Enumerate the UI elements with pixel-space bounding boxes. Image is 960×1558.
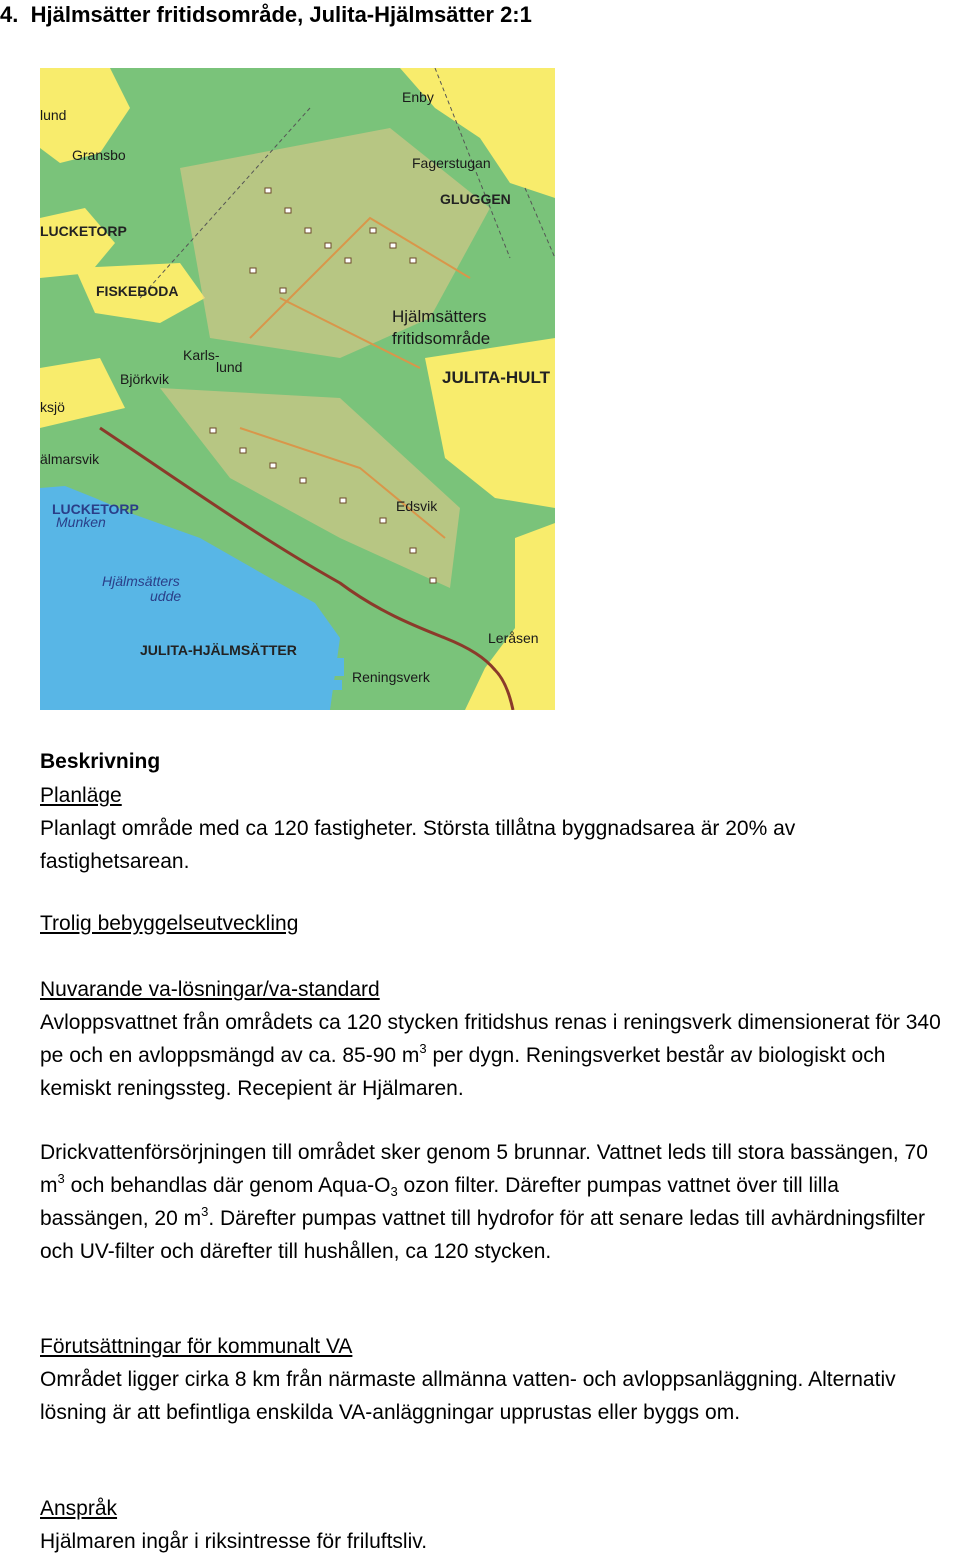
- label-karlslund-2: lund: [216, 359, 243, 375]
- label-gluggen: GLUGGEN: [440, 191, 511, 207]
- label-julita-hult: JULITA-HULT: [442, 368, 550, 387]
- label-julita-hjalmsatter: JULITA-HJÄLMSÄTTER: [140, 642, 297, 658]
- label-area-line1: Hjälmsätters: [392, 307, 487, 326]
- label-enby: Enby: [402, 89, 434, 105]
- page-heading: [0, 2, 532, 28]
- basin-large: [330, 658, 344, 676]
- nuvarande-paragraph-2: [40, 1136, 940, 1268]
- label-fagerstugan: Fagerstugan: [412, 155, 491, 171]
- p2-text-a: Drickvattenförsörjningen till området sker genom 5 brunnar. Vattnet leds till stora bassängen, 70 m: [40, 1141, 928, 1197]
- label-lund: lund: [40, 107, 67, 123]
- label-udde-2: udde: [150, 588, 182, 604]
- label-gransbo: Gransbo: [72, 147, 126, 163]
- forutsattningar-label: Förutsättningar för kommunalt VA: [40, 1335, 353, 1358]
- heading-title: Hjälmsätter fritidsområde, Julita-Hjälmsätter 2:1: [30, 2, 532, 27]
- planlage-label: Planläge: [40, 784, 122, 807]
- label-ksjo: ksjö: [40, 399, 65, 415]
- basin-small: [332, 680, 342, 690]
- p2-text-c: ozon filter. Därefter pumpas vattnet över till lilla bassängen, 20 m: [40, 1174, 839, 1230]
- label-bjorkvik: Björkvik: [120, 371, 170, 387]
- label-reningsverk: Reningsverk: [352, 669, 430, 685]
- label-lucketorp: LUCKETORP: [52, 501, 139, 517]
- ansprak-label: Anspråk: [40, 1497, 118, 1520]
- label-munken: Munken: [56, 514, 106, 530]
- nuvarande-label: Nuvarande va-lösningar/va-standard: [40, 978, 380, 1001]
- heading-number: 4.: [0, 2, 19, 27]
- ansprak-text: Hjälmaren ingår i riksintresse för friluftsliv.: [40, 1530, 428, 1553]
- p2-sub: 3: [390, 1184, 398, 1199]
- label-area-line2: fritidsområde: [392, 329, 491, 348]
- p2-sup-2: 3: [201, 1204, 209, 1219]
- map-graphic: [40, 68, 555, 710]
- nuvarande-paragraph-1: [40, 1006, 960, 1105]
- p1-text-b: per dygn. Reningsverket består av biologiskt och kemiskt reningssteg. Recepient är Hjälmaren.: [40, 1044, 886, 1100]
- label-lerasen: Leråsen: [488, 630, 539, 646]
- p2-text-d: . Därefter pumpas vattnet till hydrofor för att senare ledas till avhärdningsfilter och UV-filter och därefter till hushållen, ca 120 stycken.: [40, 1207, 926, 1263]
- area-map: [40, 68, 555, 710]
- p1-text-a: Avloppsvattnet från områdets ca 120 stycken fritidshus renas i reningsverk dimensionerat för 340 pe och en avloppsmängd av ca. 85-90 m: [40, 1011, 941, 1067]
- label-udde-1: Hjälmsätters: [102, 573, 180, 589]
- p2-text-b: och behandlas där genom Aqua-O: [64, 1174, 391, 1197]
- label-fiskeboda: FISKEBODA: [96, 283, 179, 299]
- planlage-text: Planlagt område med ca 120 fastigheter. Största tillåtna byggnadsarea är 20% av fastighetsarean.: [40, 817, 796, 873]
- label-almarsvik: älmarsvik: [40, 451, 100, 467]
- label-karlslund-1: Karls-: [183, 347, 220, 363]
- trolig-label: Trolig bebyggelseutveckling: [40, 912, 299, 935]
- forutsattningar-text: Området ligger cirka 8 km från närmaste allmänna vatten- och avloppsanläggning. Alternativ lösning är att befintliga enskilda VA-anläggningar upprustas eller byggs om.: [40, 1368, 896, 1424]
- p2-sup-1: 3: [57, 1171, 65, 1186]
- label-lucketorp-top: LUCKETORP: [40, 223, 127, 239]
- section-beskrivning-title: Beskrivning: [40, 750, 161, 773]
- p1-sup: 3: [419, 1041, 427, 1056]
- label-edsvik: Edsvik: [396, 498, 438, 514]
